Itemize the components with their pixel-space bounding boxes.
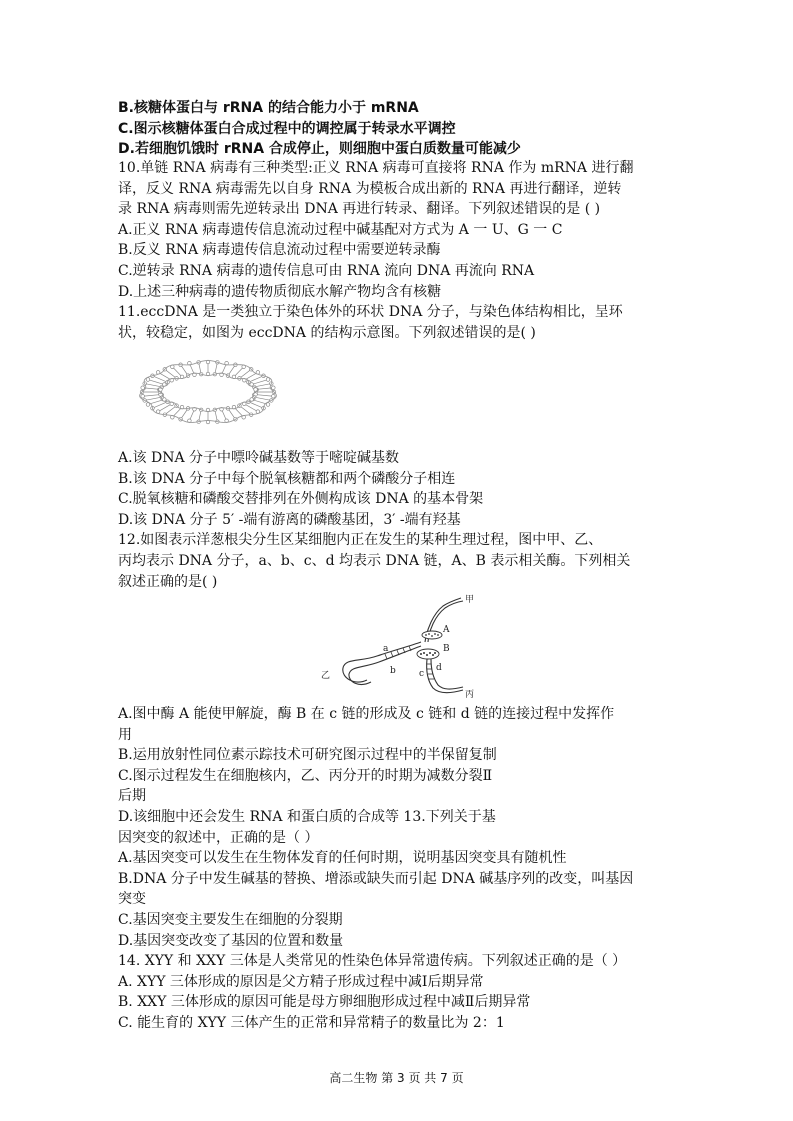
eccdna-ring-figure	[128, 352, 288, 432]
option-line: C.图示过程发生在细胞核内，乙、丙分开的时期为减数分裂Ⅱ	[118, 767, 493, 784]
option-line: D.基因突变改变了基因的位置和数量	[118, 932, 344, 949]
dna-replication-figure	[315, 594, 495, 704]
dna-strand-a	[343, 642, 421, 682]
question-11-stem: 状，较稳定，如图为 eccDNA 的结构示意图。下列叙述错误的是( )	[118, 324, 536, 341]
label-bing: 丙	[465, 690, 475, 700]
option-line: A.正义 RNA 病毒遗传信息流动过程中碱基配对方式为 A 一 U、G 一 C	[118, 221, 563, 238]
question-12-stem: 叙述正确的是( )	[118, 573, 218, 590]
option-line: A.基因突变可以发生在生物体发育的任何时期，说明基因突变具有随机性	[118, 850, 567, 867]
enzyme-a	[422, 631, 442, 639]
question-11-options-12-stem	[118, 448, 678, 592]
option-line: A. XYY 三体形成的原因是父方精子形成过程中减Ⅰ后期异常	[118, 973, 484, 990]
option-line: B.该 DNA 分子中每个脱氧核糖都和两个磷酸分子相连	[118, 470, 456, 487]
question-11-stem: 11.eccDNA 是一类独立于染色体外的环状 DNA 分子，与染色体结构相比，呈环	[118, 304, 623, 321]
dna-double-helix-ring	[140, 360, 277, 424]
label-a-strand: a	[383, 644, 389, 654]
label-yi: 乙	[321, 671, 331, 681]
question-12-13-14	[118, 704, 678, 1034]
label-b-enzyme: B	[443, 644, 450, 654]
question-10-stem: 录 RNA 病毒则需先逆转录出 DNA 再进行转录、翻译。下列叙述错误的是 ( )	[118, 201, 601, 218]
label-c-strand: c	[419, 669, 425, 679]
page-footer: 高二生物 第 3 页 共 7 页	[329, 1071, 464, 1085]
option-line: D.该细胞中还会发生 RNA 和蛋白质的合成等 13.下列关于基	[118, 808, 496, 825]
option-line: 突变	[118, 891, 146, 908]
option-line: D.该 DNA 分子 5′ -端有游离的磷酸基团，3′ -端有羟基	[118, 511, 461, 528]
question-12-stem: 12.如图表示洋葱根尖分生区某细胞内正在发生的某种生理过程，图中甲、乙、	[118, 532, 603, 549]
option-line: A.图中酶 A 能使甲解旋，酶 B 在 c 链的形成及 c 链和 d 链的连接过程中发挥作	[118, 706, 615, 722]
option-line: 用	[118, 726, 132, 743]
option-line: D.若细胞饥饿时 rRNA 合成停止，则细胞中蛋白质数量可能减少	[118, 141, 521, 158]
question-10-stem: 10.单链 RNA 病毒有三种类型:正义 RNA 病毒可直接将 RNA 作为 mRNA 进行翻	[118, 160, 634, 176]
label-a-enzyme: A	[443, 625, 450, 635]
option-line: D.上述三种病毒的遗传物质彻底水解产物均含有核糖	[118, 283, 442, 300]
label-b-strand: b	[390, 666, 396, 676]
label-d-strand: d	[436, 663, 442, 673]
question-10-stem: 译，反义 RNA 病毒需先以自身 RNA 为模板合成出新的 RNA 再进行翻译，逆转	[118, 180, 622, 197]
option-line: B.核糖体蛋白与 rRNA 的结合能力小于 mRNA	[118, 100, 419, 116]
option-line: C.脱氧核糖和磷酸交替排列在外侧构成该 DNA 的基本骨架	[118, 491, 484, 508]
question-9-options	[118, 98, 678, 160]
option-line: B.DNA 分子中发生碱基的替换、增添或缺失而引起 DNA 碱基序列的改变，叫基因	[118, 870, 634, 887]
option-line: B.运用放射性同位素示踪技术可研究图示过程中的半保留复制	[118, 747, 497, 764]
option-line: B.反义 RNA 病毒遗传信息流动过程中需要逆转录酶	[118, 242, 441, 259]
option-line: C.图示核糖体蛋白合成过程中的调控属于转录水平调控	[118, 120, 456, 137]
option-line: C.逆转录 RNA 病毒的遗传信息可由 RNA 流向 DNA 再流向 RNA	[118, 262, 535, 279]
label-jia: 甲	[465, 595, 475, 605]
option-line: A.该 DNA 分子中嘌呤碱基数等于嘧啶碱基数	[118, 450, 400, 466]
option-line: B. XXY 三体形成的原因可能是母方卵细胞形成过程中减Ⅱ后期异常	[118, 994, 531, 1011]
option-line: 后期	[118, 788, 146, 805]
question-12-stem: 丙均表示 DNA 分子，a、b、c、d 均表示 DNA 链，A、B 表示相关酶。下列相关	[118, 552, 631, 569]
question-13-stem: 因突变的叙述中，正确的是（ ）	[118, 829, 319, 846]
option-line: C.基因突变主要发生在细胞的分裂期	[118, 911, 343, 928]
question-10-11	[118, 158, 678, 343]
question-14-stem: 14. XYY 和 XXY 三体是人类常见的性染色体异常遗传病。下列叙述正确的是（ ）	[118, 953, 627, 970]
option-line: C. 能生育的 XYY 三体产生的正常和异常精子的数量比为 2：1	[118, 1014, 505, 1031]
